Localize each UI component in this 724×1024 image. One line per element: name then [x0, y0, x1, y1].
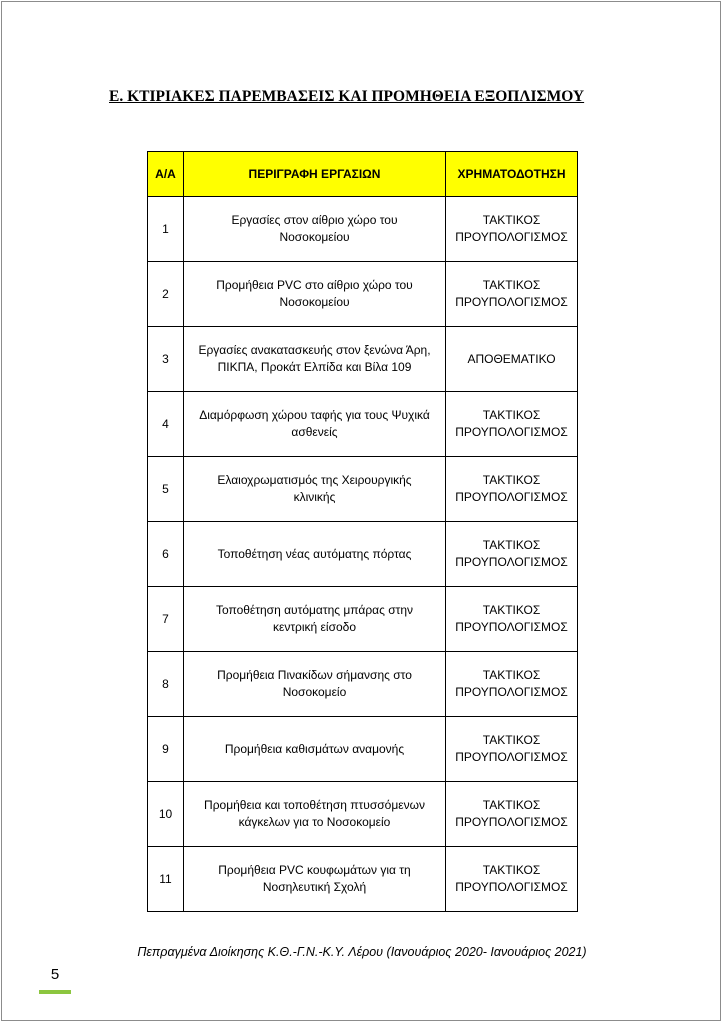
cell-funding — [446, 652, 578, 717]
funding-line: ΑΠΟΘΕΜΑΤΙΚΟ — [467, 351, 556, 366]
funding-line: ΠΡΟΥΠΟΛΟΓΙΣΜΟΣ — [455, 880, 568, 894]
funding-line: ΤΑΚΤΙΚΟΣ — [482, 733, 541, 747]
header-description: ΠΕΡΙΓΡΑΦΗ ΕΡΓΑΣΙΩΝ — [184, 152, 446, 197]
description-line: Νοσηλευτική Σχολή — [262, 880, 367, 894]
cell-aa: 11 — [148, 847, 184, 912]
cell-description — [184, 262, 446, 327]
funding-line: ΠΡΟΥΠΟΛΟΓΙΣΜΟΣ — [455, 230, 568, 244]
cell-aa: 3 — [148, 327, 184, 392]
description-line: κεντρική είσοδο — [272, 620, 357, 634]
cell-aa: 4 — [148, 392, 184, 457]
cell-funding — [446, 392, 578, 457]
description-line: Τοποθέτηση νέας αυτόματης πόρτας — [217, 546, 412, 561]
funding-line: ΠΡΟΥΠΟΛΟΓΙΣΜΟΣ — [455, 490, 568, 504]
funding-line: ΠΡΟΥΠΟΛΟΓΙΣΜΟΣ — [455, 295, 568, 309]
cell-aa: 5 — [148, 457, 184, 522]
table-row — [148, 392, 578, 457]
cell-funding — [446, 587, 578, 652]
header-aa: Α/Α — [148, 152, 184, 197]
cell-aa: 8 — [148, 652, 184, 717]
funding-line: ΠΡΟΥΠΟΛΟΓΙΣΜΟΣ — [455, 815, 568, 829]
funding-line: ΠΡΟΥΠΟΛΟΓΙΣΜΟΣ — [455, 425, 568, 439]
funding-line: ΤΑΚΤΙΚΟΣ — [482, 213, 541, 227]
funding-line: ΤΑΚΤΙΚΟΣ — [482, 798, 541, 812]
table-row — [148, 262, 578, 327]
table-header-row — [148, 152, 578, 197]
cell-aa: 6 — [148, 522, 184, 587]
funding-line: ΠΡΟΥΠΟΛΟΓΙΣΜΟΣ — [455, 685, 568, 699]
cell-aa: 10 — [148, 782, 184, 847]
table-row — [148, 717, 578, 782]
funding-line: ΤΑΚΤΙΚΟΣ — [482, 863, 541, 877]
cell-funding — [446, 457, 578, 522]
description-line: Νοσοκομείου — [279, 295, 350, 309]
funding-line: ΤΑΚΤΙΚΟΣ — [482, 408, 541, 422]
description-line: Εργασίες στον αίθριο χώρο του — [231, 213, 398, 227]
description-line: ασθενείς — [291, 425, 338, 439]
description-line: ΠΙΚΠΑ, Προκάτ Ελπίδα και Βίλα 109 — [217, 360, 412, 374]
table-row — [148, 847, 578, 912]
cell-funding — [446, 847, 578, 912]
header-funding: ΧΡΗΜΑΤΟΔΟΤΗΣΗ — [446, 152, 578, 197]
cell-description — [184, 197, 446, 262]
cell-description — [184, 717, 446, 782]
table-row — [148, 197, 578, 262]
funding-line: ΤΑΚΤΙΚΟΣ — [482, 473, 541, 487]
funding-line: ΠΡΟΥΠΟΛΟΓΙΣΜΟΣ — [455, 620, 568, 634]
footer-text: Πεπραγμένα Διοίκησης Κ.Θ.-Γ.Ν.-Κ.Υ. Λέρου (Ιανουάριος 2020- Ιανουάριος 2021) — [137, 945, 587, 959]
cell-description — [184, 587, 446, 652]
cell-description — [184, 847, 446, 912]
cell-description — [184, 652, 446, 717]
description-line: Νοσοκομείου — [279, 230, 350, 244]
page-number: 5 — [50, 966, 60, 983]
cell-funding — [446, 327, 578, 392]
description-line: Προμήθεια Πινακίδων σήμανσης στο — [217, 668, 412, 682]
funding-line: ΤΑΚΤΙΚΟΣ — [482, 603, 541, 617]
description-line: κάγκελων για το Νοσοκομείο — [238, 815, 391, 829]
table-row — [148, 587, 578, 652]
description-line: Νοσοκομείο — [282, 685, 347, 699]
description-line: Προμήθεια καθισμάτων αναμονής — [224, 741, 405, 756]
cell-funding — [446, 522, 578, 587]
cell-funding — [446, 717, 578, 782]
cell-funding — [446, 262, 578, 327]
cell-aa: 1 — [148, 197, 184, 262]
cell-aa: 7 — [148, 587, 184, 652]
table-row — [148, 327, 578, 392]
table-row — [148, 457, 578, 522]
cell-aa: 2 — [148, 262, 184, 327]
page-number-bar — [39, 990, 71, 994]
cell-funding — [446, 197, 578, 262]
cell-description — [184, 327, 446, 392]
description-line: Προμήθεια και τοποθέτηση πτυσσόμενων — [204, 798, 425, 812]
cell-funding — [446, 782, 578, 847]
funding-line: ΠΡΟΥΠΟΛΟΓΙΣΜΟΣ — [455, 555, 568, 569]
description-line: Προμήθεια PVC κουφωμάτων για τη — [218, 863, 411, 877]
funding-line: ΤΑΚΤΙΚΟΣ — [482, 668, 541, 682]
funding-line: ΠΡΟΥΠΟΛΟΓΙΣΜΟΣ — [455, 750, 568, 764]
table-row — [148, 652, 578, 717]
description-line: Ελαιοχρωματισμός της Χειρουργικής — [217, 473, 412, 487]
description-line: Προμήθεια PVC στο αίθριο χώρο του — [216, 278, 413, 292]
description-line: Διαμόρφωση χώρου ταφής για τους Ψυχικά — [199, 408, 430, 422]
cell-description — [184, 392, 446, 457]
works-table — [147, 151, 578, 912]
funding-line: ΤΑΚΤΙΚΟΣ — [482, 538, 541, 552]
cell-description — [184, 522, 446, 587]
description-line: Τοποθέτηση αυτόματης μπάρας στην — [215, 603, 414, 617]
table-row — [148, 522, 578, 587]
cell-aa: 9 — [148, 717, 184, 782]
funding-line: ΤΑΚΤΙΚΟΣ — [482, 278, 541, 292]
description-line: κλινικής — [293, 490, 336, 504]
cell-description — [184, 782, 446, 847]
table-row — [148, 782, 578, 847]
section-title: Ε. ΚΤΙΡΙΑΚΕΣ ΠΑΡΕΜΒΑΣΕΙΣ ΚΑΙ ΠΡΟΜΗΘΕΙΑ ΕΞΟΠΛΙΣΜΟΥ — [109, 88, 585, 105]
cell-description — [184, 457, 446, 522]
description-line: Εργασίες ανακατασκευής στον ξενώνα Άρη, — [198, 343, 431, 357]
